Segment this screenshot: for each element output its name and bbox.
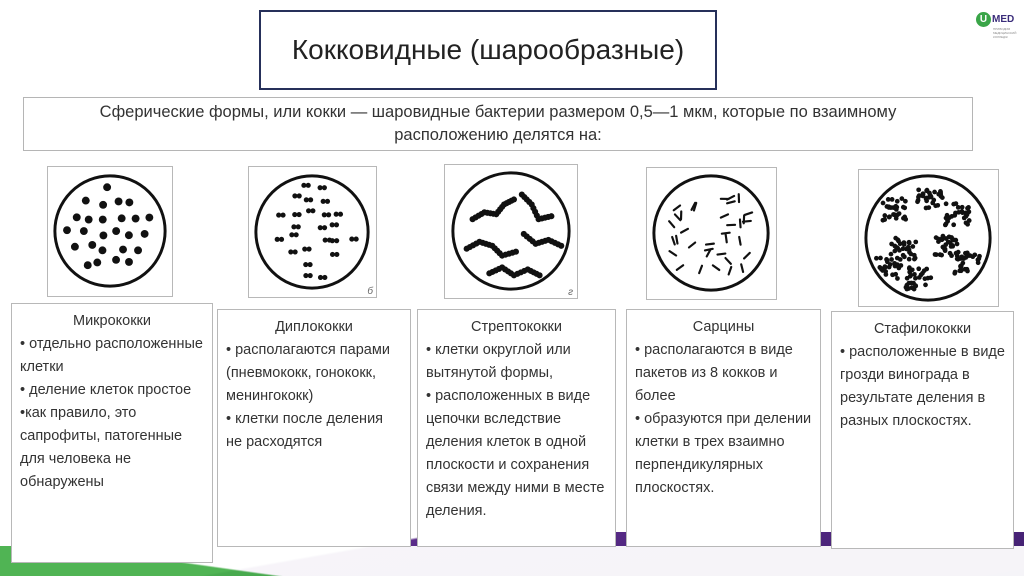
sarcina-packet	[740, 219, 741, 227]
staphylococcus-cell	[901, 205, 906, 210]
staphylococcus-cell	[923, 283, 928, 288]
staphylococcus-cell	[957, 268, 962, 273]
staphylococcus-cell	[967, 218, 972, 223]
card-item: • располагаются в виде пакетов из 8 кокков и более	[635, 342, 793, 404]
diplococcus-cell	[334, 238, 339, 243]
sarcina-packet	[726, 234, 727, 242]
staphylococcus-cell	[889, 252, 894, 257]
staphylococcus-cell	[944, 201, 949, 206]
coccus-cell	[99, 246, 107, 254]
sarcina-packet	[722, 233, 730, 234]
coccus-cell	[71, 243, 79, 251]
staphylococcus-cell	[912, 257, 917, 262]
streptococcus-cell	[513, 249, 519, 255]
staphylococcus-cell	[961, 256, 966, 261]
coccus-cell	[112, 256, 120, 264]
staphylococcus-cell	[879, 266, 884, 271]
micrococci-drawing	[48, 167, 172, 296]
staphylococcus-cell	[910, 244, 915, 249]
sarcina-packet	[672, 237, 675, 244]
sarcina-packet	[727, 196, 734, 200]
diplococcus-cell	[334, 252, 339, 257]
sarcina-packet	[670, 251, 677, 255]
staphylococcus-cell	[926, 205, 931, 210]
staphylococcus-cell	[977, 254, 982, 259]
staphylococcus-cell	[952, 213, 957, 218]
staphylococcus-cell	[899, 196, 904, 201]
figure-letter-g: г	[568, 287, 573, 298]
staphylococcus-cell	[922, 268, 927, 273]
staphylococcus-cell	[966, 205, 971, 210]
staphylococcus-cell	[891, 212, 896, 217]
diplococcus-cell	[297, 193, 302, 198]
staphylococcus-cell	[917, 275, 922, 280]
intro-box	[23, 97, 973, 151]
sarcina-packet	[743, 221, 751, 222]
staphylococcus-cell	[976, 260, 981, 265]
staphylococcus-cell	[915, 199, 920, 204]
staphylococcus-cell	[906, 245, 911, 250]
diplococcus-cell	[297, 212, 302, 217]
staphylococcus-cell	[907, 257, 912, 262]
logo-subtitle: ПРИВОДИМ МЕДИЦИНСКИЙ КОЛЛЕДЖ	[993, 27, 1017, 39]
staphylococcus-cell	[902, 241, 907, 246]
sarcina-drawing	[647, 168, 776, 299]
sarcina-packet	[699, 266, 702, 273]
diplococcus-cell	[294, 232, 299, 237]
sarcina-packet	[744, 253, 750, 259]
staphylococcus-cell	[934, 235, 939, 240]
staphylococcus-cell	[930, 201, 935, 206]
staphylococcus-cell	[944, 216, 949, 221]
staphylococcus-cell	[878, 256, 883, 261]
staphylococcus-cell	[965, 269, 970, 274]
staphylococcus-cell	[893, 272, 898, 277]
staphylococcus-cell	[904, 285, 909, 290]
diplococcus-cell	[279, 237, 284, 242]
diplococcus-cell	[325, 199, 330, 204]
intro-text: Сферические формы, или кокки — шаровидные бактерии размером 0,5—1 мкм, которые по взаимному расположению делятся на:	[99, 103, 897, 144]
diplococcus-cell	[307, 246, 312, 251]
staphylococcus-cell	[895, 276, 900, 281]
staphylococcus-cell	[927, 195, 932, 200]
coccus-cell	[85, 216, 93, 224]
coccus-cell	[84, 261, 92, 269]
coccus-cell	[99, 201, 107, 209]
diplococcus-cell	[308, 262, 313, 267]
sarcina-packet	[725, 258, 730, 264]
logo-u-icon: U	[976, 12, 991, 27]
staphylococcus-cell	[926, 276, 931, 281]
sarcina-packet	[705, 249, 713, 251]
diplococcus-cell	[322, 275, 327, 280]
sarcina-illustration	[646, 167, 777, 300]
staphylococcus-cell	[960, 210, 965, 215]
card-item: • расположенные в виде грозди винограда в результате деления в разных плоскостях.	[840, 344, 1005, 429]
coccus-cell	[112, 227, 120, 235]
staphylococcus-cell	[894, 216, 899, 221]
card-item: • клетки округлой или вытянутой формы,	[426, 342, 571, 381]
card-diplococci	[217, 309, 411, 547]
card-sarcina	[626, 309, 821, 547]
staphylococcus-cell	[955, 257, 960, 262]
sarcina-packet	[677, 265, 683, 270]
diplococcus-cell	[338, 212, 343, 217]
card-title: Стафилококки	[873, 321, 972, 337]
staphylococcus-cell	[881, 201, 886, 206]
card-item: •как правило, это сапрофиты, патогенные для человека не обнаружены	[20, 405, 183, 490]
card-title: Стрептококки	[471, 319, 562, 335]
coccus-cell	[80, 227, 88, 235]
staphylococcus-cell	[916, 266, 921, 271]
coccus-cell	[115, 198, 123, 206]
diplococcus-cell	[293, 249, 298, 254]
sarcina-packet	[676, 236, 677, 244]
diplococcus-cell	[322, 185, 327, 190]
card-title: Микрококки	[72, 313, 151, 329]
staphylococcus-cell	[882, 217, 887, 222]
streptococcus-cell	[558, 243, 564, 249]
coccus-cell	[125, 231, 133, 239]
staphylococcus-cell	[968, 253, 973, 258]
staphylococcus-cell	[943, 248, 948, 253]
coccus-cell	[63, 226, 71, 234]
staphylococcus-cell	[972, 252, 977, 257]
card-title: Диплококки	[275, 319, 353, 335]
staphylococcus-cell	[896, 266, 901, 271]
card-streptococci	[417, 309, 616, 547]
staphylococcus-cell	[963, 251, 968, 256]
staphylococcus-cell	[917, 193, 922, 198]
staphylococcus-cell	[952, 271, 957, 276]
microscope-field-circle	[55, 176, 165, 286]
staphylococcus-cell	[916, 187, 921, 192]
staphylococcus-cell	[884, 272, 889, 277]
staphylococcus-cell	[935, 203, 940, 208]
coccus-cell	[132, 215, 140, 223]
card-staphylococci	[831, 311, 1014, 549]
staphylococcus-cell	[949, 244, 954, 249]
diplococcus-cell	[334, 222, 339, 227]
staphylococcus-cell	[932, 190, 937, 195]
staphylococcus-cell	[896, 239, 901, 244]
staphylococcus-cell	[954, 251, 959, 256]
sarcina-packet	[727, 201, 735, 203]
microscope-field-circle	[256, 176, 368, 288]
sarcina-packet	[713, 265, 719, 270]
sarcina-packet	[689, 243, 695, 248]
staphylococcus-cell	[907, 265, 912, 270]
staphylococcus-cell	[903, 217, 908, 222]
umed-logo	[976, 12, 1020, 62]
staphylococcus-cell	[913, 276, 918, 281]
staphylococcus-cell	[886, 204, 891, 209]
staphylococcus-cell	[951, 222, 956, 227]
sarcina-packet	[681, 229, 688, 233]
staphylococcus-cell	[955, 242, 960, 247]
diplococcus-cell	[308, 197, 313, 202]
staphylococcus-cell	[892, 244, 897, 249]
staphylococcus-cell	[965, 212, 970, 217]
staphylococci-drawing	[859, 170, 998, 306]
diplococcus-cell	[296, 224, 301, 229]
staphylococcus-cell	[885, 259, 890, 264]
staphylococcus-cell	[893, 204, 898, 209]
sarcina-packet	[739, 237, 740, 245]
streptococcus-cell	[537, 272, 543, 278]
staphylococcus-cell	[934, 252, 939, 257]
staphylococcus-cell	[898, 257, 903, 262]
staphylococcus-cell	[943, 223, 948, 228]
figure-letter-b: б	[367, 286, 373, 297]
card-item: • располагаются парами (пневмококк, гонококк, менингококк)	[226, 342, 390, 404]
card-item: • образуются при делении клетки в трех взаимно перпендикулярных плоскостях.	[635, 411, 812, 496]
staphylococcus-cell	[951, 202, 956, 207]
staphylococcus-cell	[901, 253, 906, 258]
staphylococcus-cell	[890, 197, 895, 202]
coccus-cell	[103, 183, 111, 191]
staphylococcus-cell	[908, 273, 913, 278]
sarcina-packet	[729, 267, 732, 274]
microscope-field-circle	[654, 176, 768, 290]
logo-text: MED	[992, 14, 1015, 25]
diplococcus-cell	[280, 213, 285, 218]
sarcina-packet	[745, 212, 752, 214]
coccus-cell	[119, 246, 127, 254]
card-item: • отдельно расположенные клетки	[20, 336, 203, 375]
sarcina-packet	[718, 254, 726, 255]
staphylococcus-cell	[913, 240, 918, 245]
staphylococcus-cell	[889, 257, 894, 262]
staphylococcus-cell	[892, 249, 897, 254]
staphylococci-illustration	[858, 169, 999, 307]
coccus-cell	[125, 258, 133, 266]
card-title: Сарцины	[692, 319, 755, 335]
slide-title: Кокковидные (шарообразные)	[291, 34, 685, 65]
coccus-cell	[73, 213, 81, 221]
coccus-cell	[88, 241, 96, 249]
staphylococcus-cell	[887, 215, 892, 220]
coccus-cell	[93, 259, 101, 267]
coccus-cell	[145, 214, 153, 222]
title-box	[259, 10, 717, 90]
diplococcus-cell	[308, 273, 313, 278]
staphylococcus-cell	[927, 191, 932, 196]
staphylococcus-cell	[874, 256, 879, 261]
staphylococcus-cell	[882, 213, 887, 218]
staphylococcus-cell	[952, 238, 957, 243]
staphylococcus-cell	[944, 236, 949, 241]
coccus-cell	[134, 246, 142, 254]
coccus-cell	[141, 230, 149, 238]
diplococcus-cell	[306, 183, 311, 188]
streptococci-drawing	[445, 165, 577, 298]
diplococci-drawing	[249, 167, 376, 297]
streptococcus-cell	[511, 196, 517, 202]
diplococcus-cell	[326, 212, 331, 217]
staphylococcus-cell	[938, 189, 943, 194]
logo-mark	[976, 12, 1020, 27]
card-item: • деление клеток простое	[20, 382, 192, 398]
coccus-cell	[118, 214, 126, 222]
streptococcus-cell	[548, 213, 554, 219]
coccus-cell	[125, 198, 133, 206]
sarcina-packet	[675, 214, 680, 220]
coccus-cell	[99, 231, 107, 239]
sarcina-packet	[706, 244, 714, 245]
sarcina-packet	[674, 206, 680, 211]
sarcina-packet	[741, 264, 743, 272]
card-item: • расположенных в виде цепочки вследствие деления клеток в одной плоскости и сохранения связи между ними в месте деления.	[426, 388, 605, 519]
coccus-cell	[99, 216, 107, 224]
diplococcus-cell	[310, 208, 315, 213]
staphylococcus-cell	[949, 253, 954, 258]
sarcina-packet	[669, 221, 674, 227]
staphylococcus-cell	[907, 241, 912, 246]
card-item: • клетки после деления не расходятся	[226, 411, 384, 450]
micrococci-illustration	[47, 166, 173, 297]
staphylococcus-cell	[895, 199, 900, 204]
diplococci-illustration	[248, 166, 377, 298]
diplococcus-cell	[354, 237, 359, 242]
card-micrococci	[11, 303, 213, 563]
streptococci-illustration	[444, 164, 578, 299]
diplococcus-cell	[322, 225, 327, 230]
staphylococcus-cell	[909, 281, 914, 286]
coccus-cell	[82, 197, 90, 205]
sarcina-packet	[721, 214, 728, 217]
